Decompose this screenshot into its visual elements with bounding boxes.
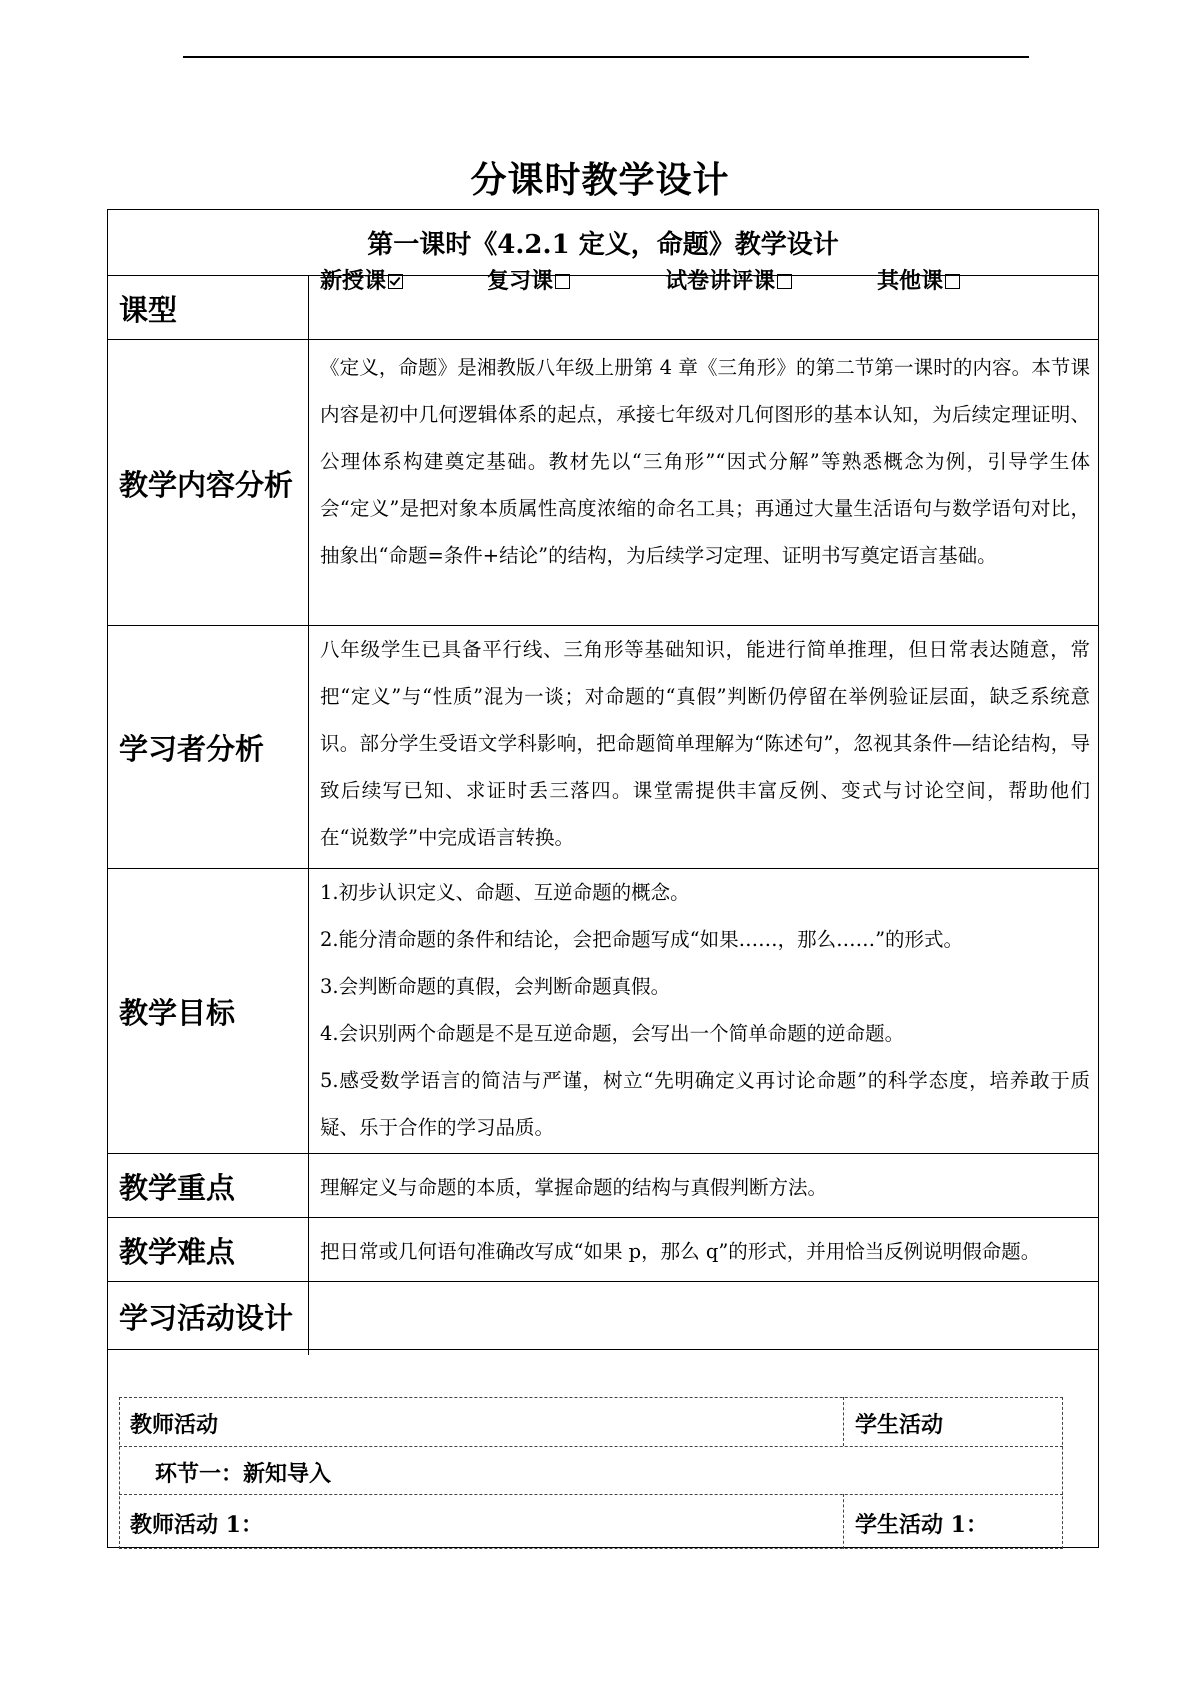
- learner-analysis-text: 八年级学生已具备平行线、三角形等基础知识，能进行简单推理，但日常表达随意，常把“定义”与“性质”混为一谈；对命题的“真假”判断仍停留在举例验证层面，缺乏系统意识。部分学生受语文学科影响，把命题简单理解为“陈述句”，忽视其条件—结论结构，导致后续写已知、求证时丢三落四。课堂需提供丰富反例、变式与讨论空间，帮助他们在“说数学”中完成语言转换。: [320, 638, 1090, 849]
- checked-box-icon[interactable]: [388, 274, 403, 289]
- option-label: 其他课: [877, 268, 944, 294]
- student-activity-header: 学生活动: [855, 1412, 944, 1438]
- checkbox-icon[interactable]: [945, 274, 960, 289]
- lesson-type-row: [108, 268, 1098, 340]
- column-divider: [308, 275, 309, 1355]
- content-analysis-label: 教学内容分析: [119, 467, 294, 502]
- learner-analysis-label: 学习者分析: [119, 732, 265, 766]
- content-analysis-cell: [320, 344, 1090, 579]
- objective-item: 5.感受数学语言的简洁与严谨，树立“先明确定义再讨论命题”的科学态度，培养敢于质疑、乐于合作的学习品质。: [320, 1069, 1090, 1139]
- key-points-text: 理解定义与命题的本质，掌握命题的结构与真假判断方法。: [320, 1176, 828, 1199]
- student-activity-1: 学生活动 1：: [855, 1512, 988, 1538]
- lesson-plan-table: [107, 209, 1099, 1548]
- difficulties-label: 教学难点: [119, 1234, 236, 1269]
- stage-title: 环节一：新知导入: [155, 1461, 332, 1487]
- difficulties-cell: [320, 1218, 1090, 1282]
- objectives-label: 教学目标: [119, 996, 236, 1030]
- objective-item: 2.能分清命题的条件和结论，会把命题写成“如果……，那么……”的形式。: [320, 928, 964, 951]
- content-analysis-text: 《定义，命题》是湘教版八年级上册第 4 章《三角形》的第二节第一课时的内容。本节课内容是初中几何逻辑体系的起点，承接七年级对几何图形的基本认知，为后续定理证明、公理体系构建奠定基础。教材先以“三角形”“因式分解”等熟悉概念为例，引导学生体会“定义”是把对象本质属性高度浓缩的命名工具；再通过大量生活语句与数学语句对比，抽象出“命题=条件+结论”的结构，为后续学习定理、证明书写奠定语言基础。: [320, 356, 1090, 567]
- checkbox-icon[interactable]: [555, 274, 570, 289]
- option-label: 复习课: [487, 268, 554, 294]
- objective-item: 3.会判断命题的真假，会判断命题真假。: [320, 975, 671, 998]
- activity-divider: [119, 1446, 1063, 1447]
- activity-column-divider: [843, 1397, 844, 1446]
- teacher-activity-1: 教师活动 1：: [130, 1512, 263, 1538]
- activity-divider: [119, 1494, 1063, 1495]
- lesson-title: 第一课时《4.2.1 定义，命题》教学设计: [367, 230, 839, 260]
- difficulties-text: 把日常或几何语句准确改写成“如果 p，那么 q”的形式，并用恰当反例说明假命题。: [320, 1240, 1041, 1263]
- option-exam-review-lesson[interactable]: [665, 264, 792, 295]
- teacher-activity-header: 教师活动: [130, 1412, 219, 1438]
- key-points-label: 教学重点: [119, 1170, 236, 1205]
- learner-analysis-cell: [320, 626, 1090, 861]
- option-review-lesson[interactable]: [487, 264, 570, 295]
- difficulties-row: [108, 1218, 1098, 1282]
- learner-analysis-row: [108, 626, 1098, 869]
- activity-design-row: [108, 1282, 1098, 1350]
- objective-item: 4.会识别两个命题是不是互逆命题，会写出一个简单命题的逆命题。: [320, 1022, 905, 1045]
- objectives-cell: [320, 869, 1090, 1151]
- key-points-row: [108, 1154, 1098, 1218]
- option-label: 试卷讲评课: [665, 268, 776, 294]
- activity-column-divider: [843, 1494, 844, 1549]
- objectives-row: [108, 869, 1098, 1154]
- document-title: 分课时教学设计: [470, 159, 730, 201]
- key-points-cell: [320, 1154, 1090, 1218]
- lesson-type-label: 课型: [119, 292, 178, 327]
- activity-table: [119, 1397, 1063, 1549]
- option-label: 新授课: [320, 268, 387, 294]
- objective-item: 1.初步认识定义、命题、互逆命题的概念。: [320, 881, 690, 904]
- option-other-lesson[interactable]: [877, 264, 960, 295]
- checkbox-icon[interactable]: [777, 274, 792, 289]
- header-rule: [183, 56, 1029, 58]
- activity-design-label: 学习活动设计: [119, 1300, 294, 1335]
- option-new-lesson[interactable]: [320, 264, 403, 295]
- content-analysis-row: [108, 340, 1098, 626]
